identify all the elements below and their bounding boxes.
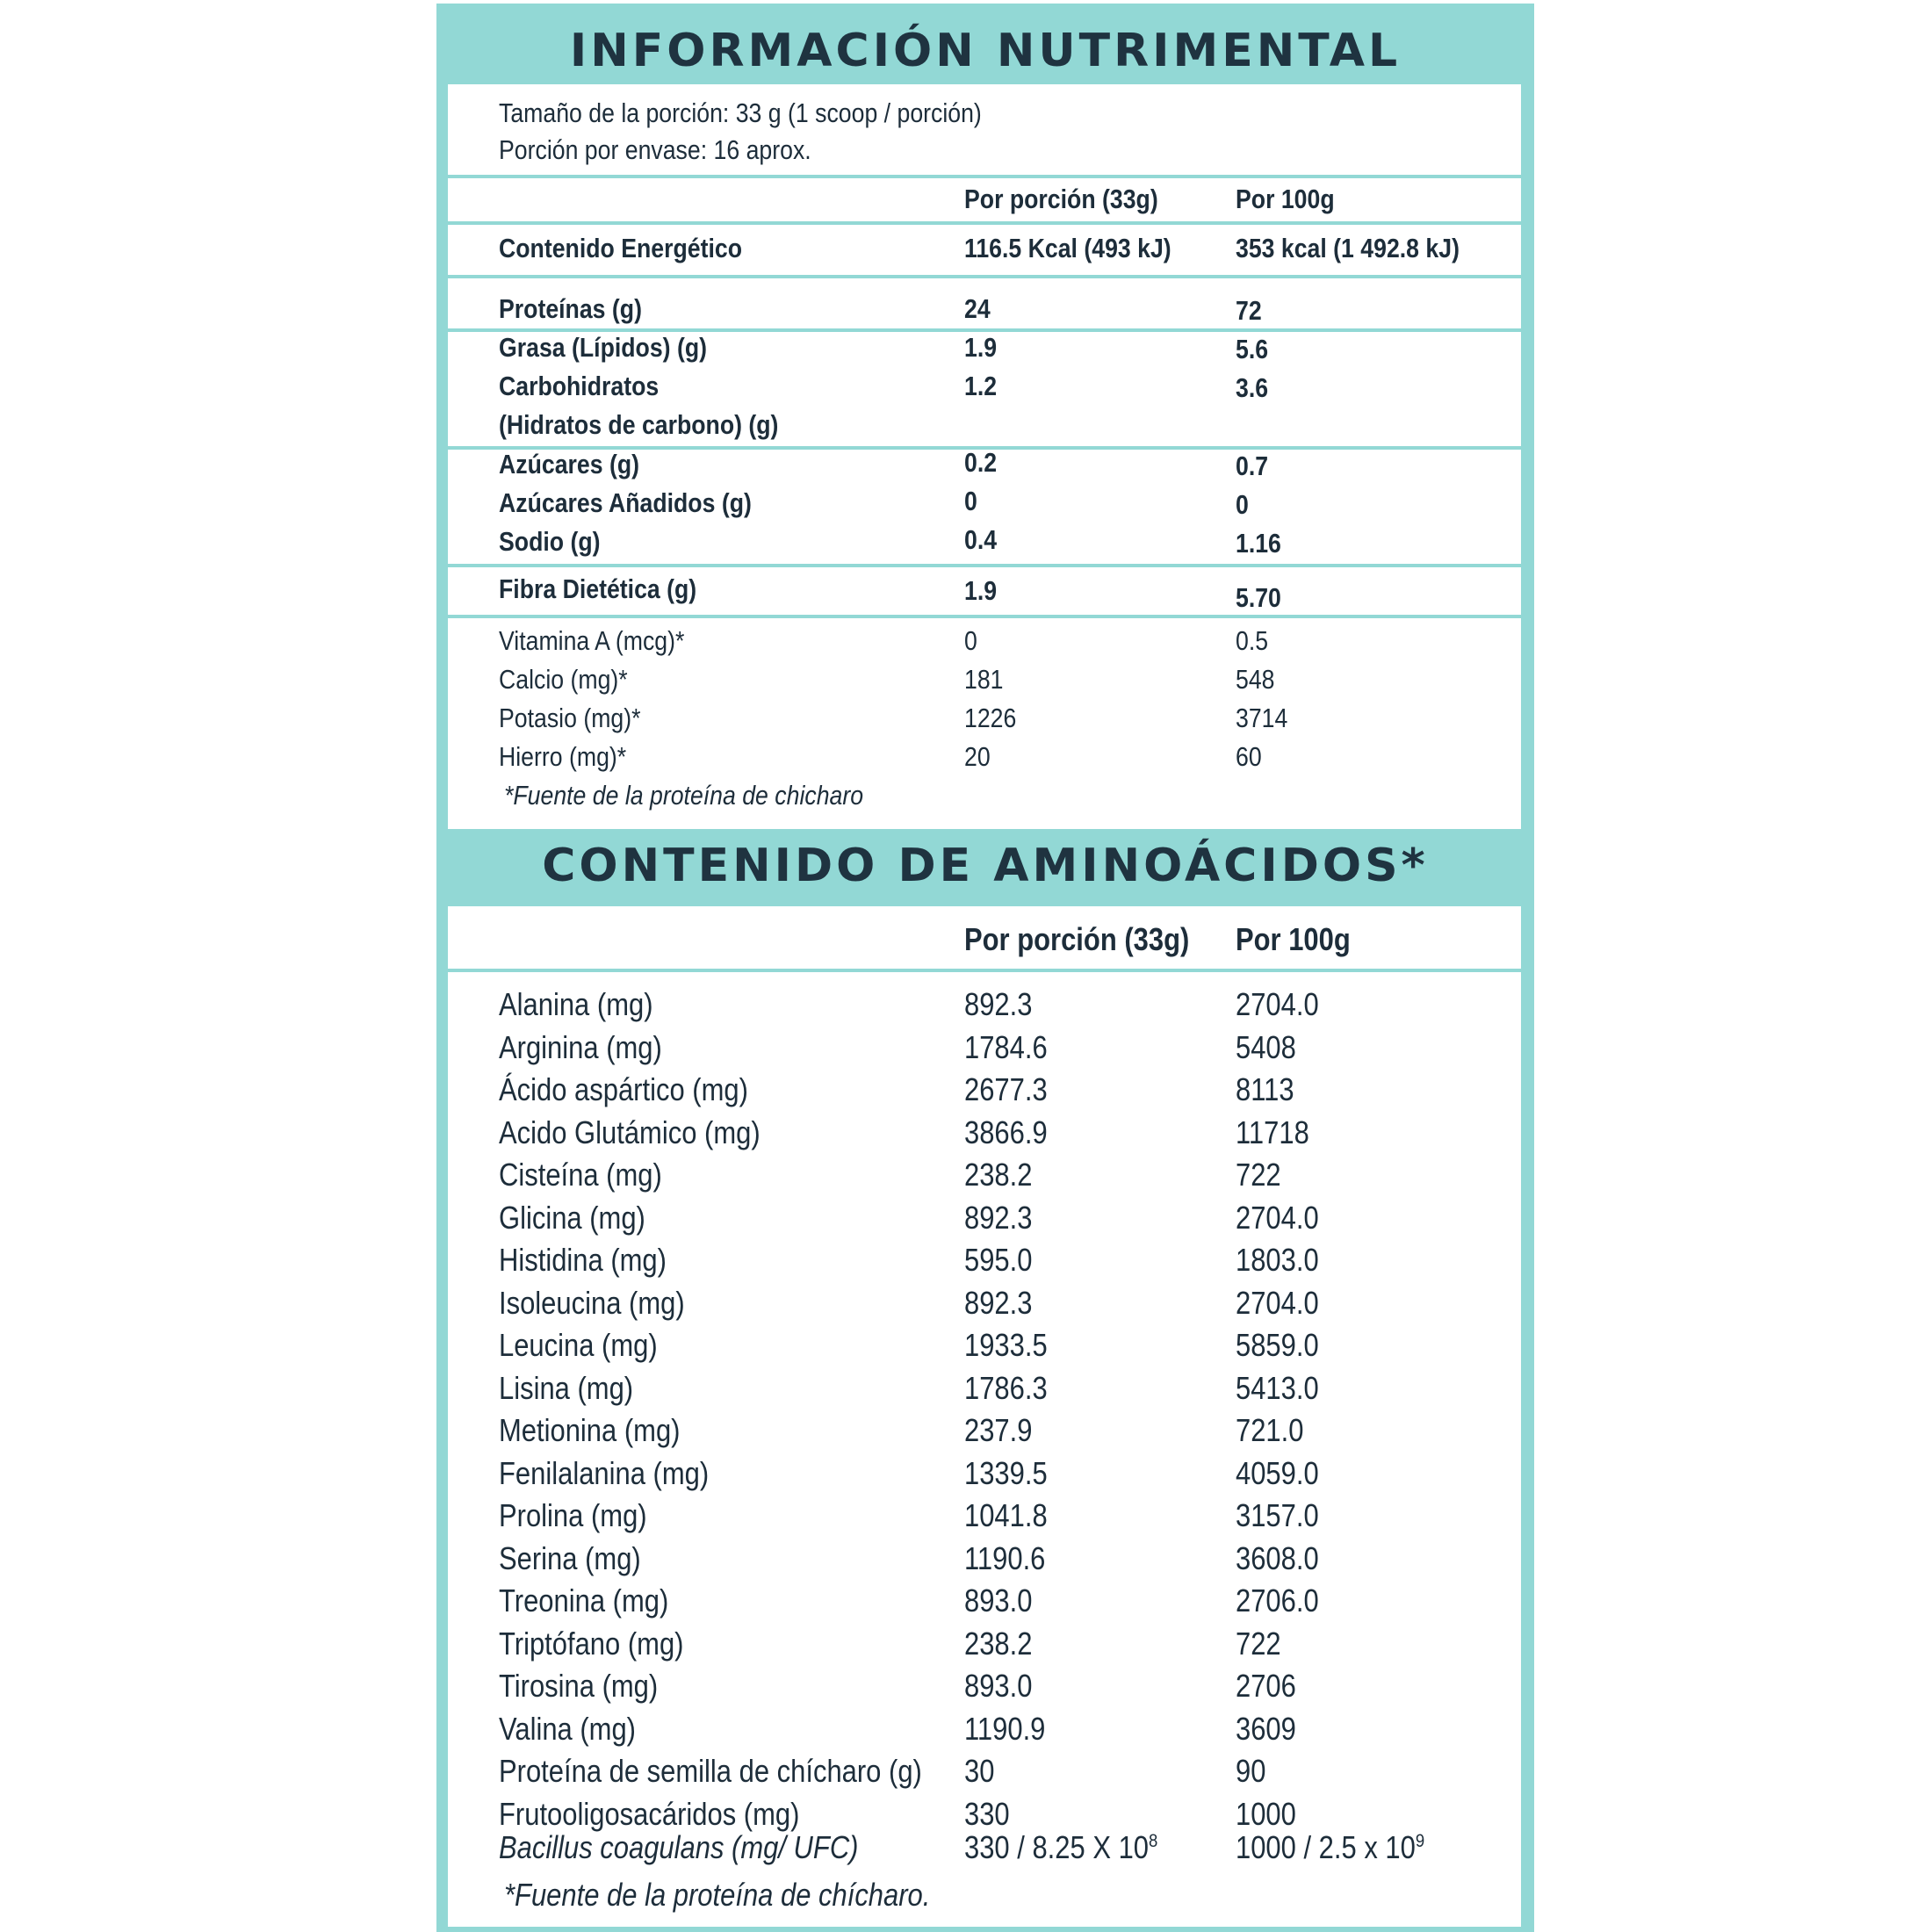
divider	[448, 275, 1521, 278]
amino-per-serving: 892.3	[964, 1200, 1033, 1236]
amino-label: Proteína de semilla de chícharo (g)	[499, 1753, 922, 1789]
amino-label: Arginina (mg)	[499, 1029, 662, 1065]
sugars-per-100g: 0.7	[1236, 451, 1269, 481]
amino-label: Leucina (mg)	[499, 1327, 658, 1363]
nutrition-label-panel	[436, 4, 1534, 1932]
amino-per-serving: 892.3	[964, 1285, 1033, 1321]
added-sugars-per-100g: 0	[1236, 489, 1249, 520]
sugars-label: Azúcares (g)	[499, 449, 640, 479]
fat-per-100g: 5.6	[1236, 334, 1269, 364]
mineral-label: Hierro (mg)*	[499, 741, 627, 772]
nutrition-footnote: *Fuente de la proteína de chicharo	[504, 780, 864, 811]
amino-footnote: *Fuente de la proteína de chícharo.	[504, 1877, 931, 1913]
carbs-label: Carbohidratos	[499, 371, 660, 401]
carbs-label-line2: (Hidratos de carbono) (g)	[499, 409, 779, 440]
amino-per-serving: 1786.3	[964, 1370, 1048, 1406]
amino-per-serving: 1933.5	[964, 1327, 1048, 1363]
amino-label: Tirosina (mg)	[499, 1668, 659, 1704]
nutrition-title: INFORMACIÓN NUTRIMENTAL	[569, 25, 1402, 77]
amino-per-serving: 2677.3	[964, 1071, 1048, 1107]
amino-per-serving: 1190.6	[964, 1540, 1046, 1576]
mineral-per-serving: 1226	[964, 703, 1017, 733]
amino-per-serving: 3866.9	[964, 1114, 1048, 1150]
amino-per-100g: 2704.0	[1236, 1285, 1319, 1321]
protein-per-serving: 24	[964, 293, 991, 324]
amino-per-serving: 30	[964, 1753, 995, 1789]
protein-label: Proteínas (g)	[499, 293, 642, 324]
amino-per-100g: 8113	[1236, 1071, 1294, 1107]
amino-table	[448, 906, 1521, 1927]
amino-per-serving: 238.2	[964, 1157, 1033, 1193]
bacillus-per-100g	[1236, 1828, 1424, 1867]
amino-label: Glicina (mg)	[499, 1200, 645, 1236]
amino-per-100g: 5413.0	[1236, 1370, 1319, 1406]
divider	[448, 175, 1521, 178]
amino-per-100g: 2706.0	[1236, 1582, 1319, 1618]
added-sugars-per-serving: 0	[964, 486, 977, 516]
amino-label: Fenilalanina (mg)	[499, 1455, 710, 1491]
amino-label: Triptófano (mg)	[499, 1626, 684, 1662]
mineral-label: Potasio (mg)*	[499, 703, 641, 733]
amino-per-serving: 237.9	[964, 1412, 1033, 1448]
mineral-per-100g: 3714	[1236, 703, 1288, 733]
servings-per-container: Porción por envase: 16 aprox.	[499, 134, 811, 165]
sodium-label: Sodio (g)	[499, 526, 601, 557]
protein-per-100g: 72	[1236, 295, 1262, 326]
bacillus-per-100g-exponent: 9	[1415, 1829, 1425, 1851]
carbs-per-serving: 1.2	[964, 371, 998, 401]
amino-per-100g: 2704.0	[1236, 1200, 1319, 1236]
amino-col-header-per-serving: Por porción (33g)	[964, 921, 1190, 957]
amino-per-100g: 2704.0	[1236, 986, 1319, 1022]
amino-per-100g: 11718	[1236, 1114, 1309, 1150]
sodium-per-100g: 1.16	[1236, 528, 1281, 559]
mineral-per-serving: 20	[964, 741, 991, 772]
amino-per-serving: 1190.9	[964, 1711, 1046, 1747]
amino-per-100g: 5408	[1236, 1029, 1296, 1065]
sugars-per-serving: 0.2	[964, 447, 998, 478]
amino-per-serving: 1041.8	[964, 1497, 1048, 1533]
bacillus-per-serving-exponent: 8	[1149, 1829, 1158, 1851]
carbs-per-100g: 3.6	[1236, 372, 1269, 403]
divider	[448, 615, 1521, 618]
serving-size: Tamaño de la porción: 33 g (1 scoop / porción)	[499, 97, 982, 128]
divider	[448, 221, 1521, 225]
fat-label: Grasa (Lípidos) (g)	[499, 332, 707, 363]
fiber-per-serving: 1.9	[964, 575, 998, 606]
energy-label: Contenido Energético	[499, 233, 742, 263]
bacillus-label: Bacillus coagulans (mg/ UFC)	[499, 1829, 859, 1865]
amino-label: Histidina (mg)	[499, 1242, 667, 1278]
mineral-label: Calcio (mg)*	[499, 664, 628, 695]
amino-label: Serina (mg)	[499, 1540, 641, 1576]
amino-col-header-per-100g: Por 100g	[1236, 921, 1351, 957]
col-header-per-serving: Por porción (33g)	[964, 184, 1158, 214]
amino-per-100g: 1000	[1236, 1796, 1296, 1832]
amino-title: CONTENIDO DE AMINOÁCIDOS*	[542, 840, 1429, 892]
sodium-per-serving: 0.4	[964, 524, 998, 555]
amino-per-100g: 3157.0	[1236, 1497, 1319, 1533]
amino-per-100g: 5859.0	[1236, 1327, 1319, 1363]
divider	[448, 564, 1521, 567]
amino-per-100g: 3609	[1236, 1711, 1296, 1747]
amino-per-100g: 90	[1236, 1753, 1266, 1789]
mineral-per-serving: 0	[964, 625, 977, 656]
fiber-per-100g: 5.70	[1236, 582, 1281, 613]
amino-label: Cisteína (mg)	[499, 1157, 662, 1193]
amino-label: Prolina (mg)	[499, 1497, 647, 1533]
amino-per-100g: 721.0	[1236, 1412, 1304, 1448]
mineral-label: Vitamina A (mcg)*	[499, 625, 685, 656]
amino-label: Ácido aspártico (mg)	[499, 1071, 748, 1107]
divider	[448, 969, 1521, 972]
col-header-per-100g: Por 100g	[1236, 184, 1335, 214]
amino-label: Acido Glutámico (mg)	[499, 1114, 761, 1150]
mineral-per-100g: 548	[1236, 664, 1275, 695]
bacillus-per-serving	[964, 1828, 1157, 1867]
added-sugars-label: Azúcares Añadidos (g)	[499, 487, 752, 518]
amino-per-serving: 892.3	[964, 986, 1033, 1022]
bacillus-per-100g-base: 1000 / 2.5 x 10	[1236, 1829, 1416, 1865]
amino-label: Lisina (mg)	[499, 1370, 634, 1406]
amino-label: Frutooligosacáridos (mg)	[499, 1796, 800, 1832]
mineral-per-100g: 60	[1236, 741, 1262, 772]
amino-per-serving: 238.2	[964, 1626, 1033, 1662]
amino-label: Metionina (mg)	[499, 1412, 681, 1448]
amino-per-serving: 330	[964, 1796, 1010, 1832]
fiber-label: Fibra Dietética (g)	[499, 573, 697, 604]
amino-label: Isoleucina (mg)	[499, 1285, 685, 1321]
amino-per-100g: 722	[1236, 1157, 1281, 1193]
amino-per-100g: 2706	[1236, 1668, 1296, 1704]
energy-per-100g: 353 kcal (1 492.8 kJ)	[1236, 233, 1460, 263]
bacillus-per-serving-base: 330 / 8.25 X 10	[964, 1829, 1150, 1865]
amino-per-100g: 3608.0	[1236, 1540, 1319, 1576]
amino-per-serving: 595.0	[964, 1242, 1033, 1278]
amino-per-serving: 1339.5	[964, 1455, 1048, 1491]
nutrition-table	[448, 84, 1521, 829]
fat-per-serving: 1.9	[964, 332, 998, 363]
amino-per-serving: 893.0	[964, 1582, 1033, 1618]
mineral-per-100g: 0.5	[1236, 625, 1269, 656]
amino-per-100g: 722	[1236, 1626, 1281, 1662]
energy-per-serving: 116.5 Kcal (493 kJ)	[964, 233, 1171, 263]
amino-label: Valina (mg)	[499, 1711, 636, 1747]
amino-per-100g: 4059.0	[1236, 1455, 1319, 1491]
amino-per-serving: 1784.6	[964, 1029, 1048, 1065]
amino-per-serving: 893.0	[964, 1668, 1033, 1704]
amino-label: Alanina (mg)	[499, 986, 653, 1022]
amino-per-100g: 1803.0	[1236, 1242, 1319, 1278]
amino-label: Treonina (mg)	[499, 1582, 669, 1618]
mineral-per-serving: 181	[964, 664, 1004, 695]
